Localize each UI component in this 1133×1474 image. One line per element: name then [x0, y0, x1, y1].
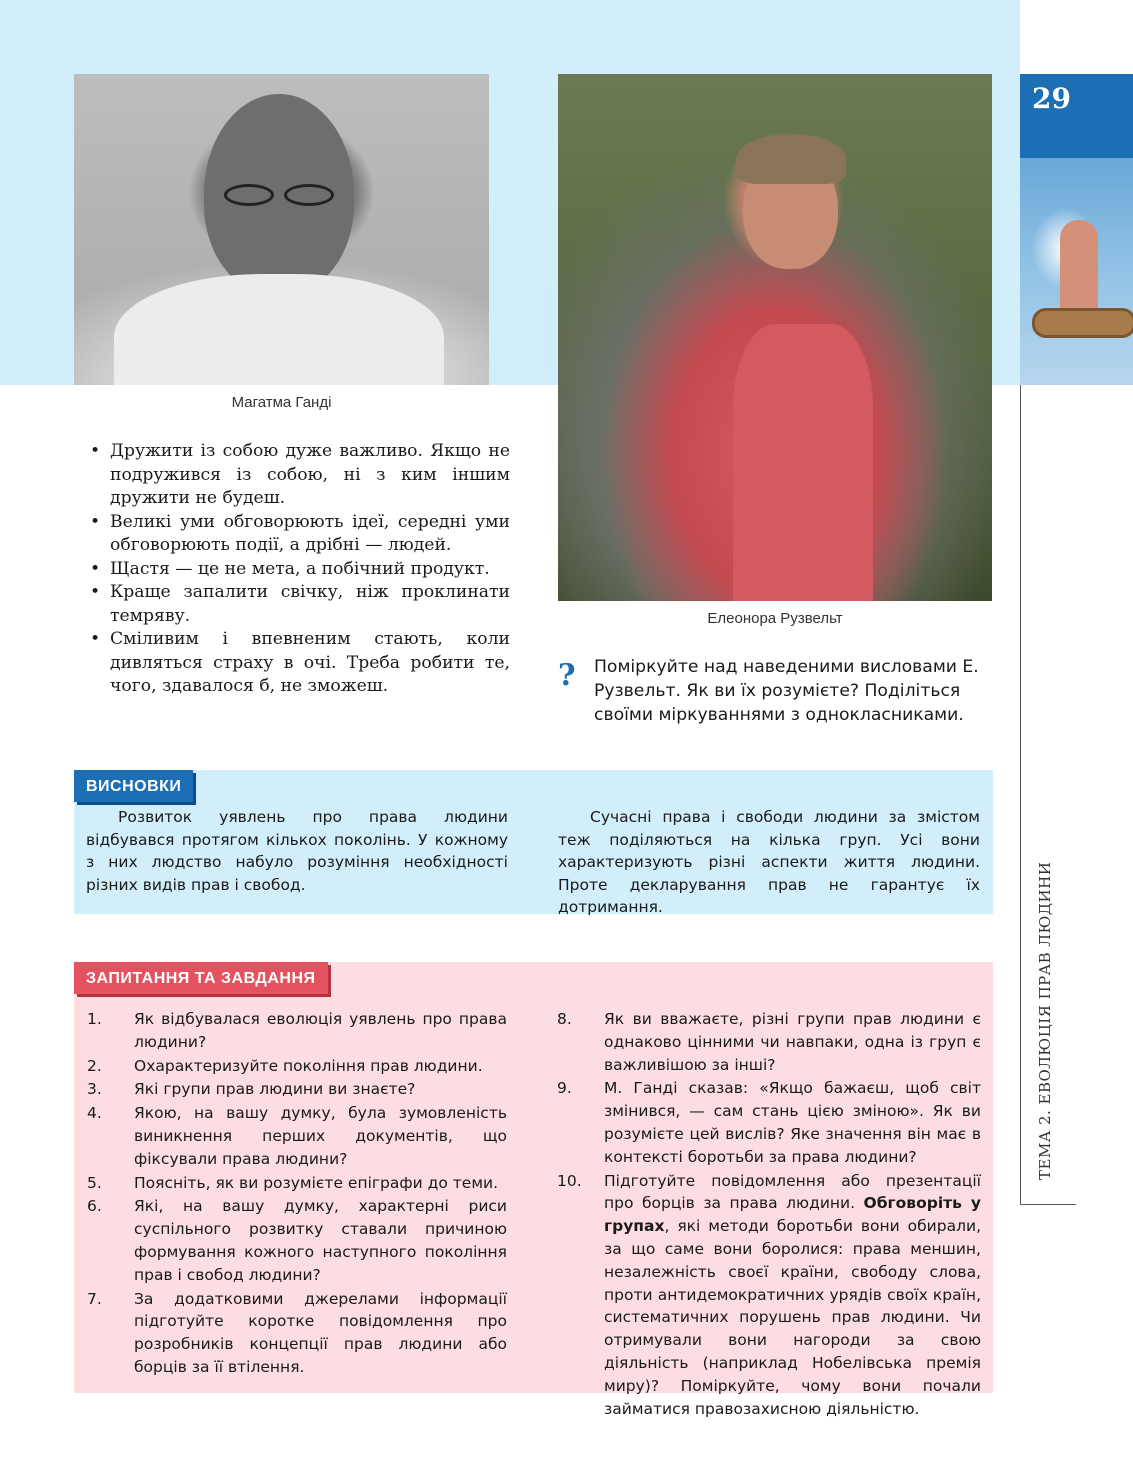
tasks-section [74, 962, 993, 1418]
task-number: 10. [557, 1171, 582, 1190]
task-text: Які, на вашу думку, характерні риси суспільного розвитку ставали причиною формування кожного наступного покоління прав і свобод людини? [134, 1197, 507, 1284]
task-text: , які методи боротьби вони обирали, за що саме вони боролися: права меншин, незалежність своєї країни, свободу слова, проти антидемократичних урядів своїх країн, систематичних порушень прав людини. Чи отримували вони нагороди за свою діяльність (наприклад Нобелівська премія миру)? Поміркуйте, чому вони почали займатися правозахисною діяльністю. [604, 1217, 981, 1418]
task-number: 9. [557, 1079, 572, 1098]
task-text: Підготуйте повідомлення або презентації про борців за права людини. [604, 1171, 981, 1213]
task-item [87, 1172, 507, 1195]
task-text: Як відбувалася еволюція уявлень про права людини? [134, 1010, 507, 1051]
conclusion-right: Сучасні права і свободи людини за змістом теж поділяються на кілька груп. Усі вони характеризують різні аспекти життя людини. Проте декларування прав не гарантує їх дотримання. [558, 808, 980, 916]
rope-shape [1032, 308, 1133, 338]
task-item [557, 1077, 981, 1168]
task-item [87, 1078, 507, 1101]
task-number: 5. [87, 1173, 102, 1192]
quote-item: • Краще запалити свічку, ніж проклинати темряву. [90, 581, 510, 628]
quote-item: • Великі уми обговорюють ідеї, середні уми обговорюють події, а дрібні — людей. [90, 511, 510, 558]
task-item [87, 1102, 507, 1170]
task-text: За додатковими джерелами інформації підготуйте коротке повідомлення про розробників концепції прав людини або борців за її втілення. [134, 1289, 507, 1376]
task-text-bold: Обговоріть у групах [604, 1194, 981, 1236]
task-item [87, 1195, 507, 1286]
conclusions-section [74, 770, 993, 914]
task-text: Якою, на вашу думку, була зумовленість виникнення перших документів, що фіксували права людини? [134, 1104, 507, 1168]
conclusions-title: ВИСНОВКИ [74, 770, 193, 802]
tasks-title: ЗАПИТАННЯ ТА ЗАВДАННЯ [74, 962, 328, 994]
task-number: 8. [557, 1010, 572, 1028]
quote-item: • Щастя — це не мета, а побічний продукт. [90, 558, 510, 582]
task-text: М. Ганді сказав: «Якщо бажаєш, щоб світ змінився, — сам стань цією зміною». Як ви розумієте цей вислів? Яке значення він має в контексті боротьби за права людини? [604, 1079, 981, 1166]
task-item [557, 1170, 981, 1421]
gandhi-quotes [90, 440, 510, 699]
quote-item: • Сміливим і впевненим стають, коли дивляться страху в очі. Треба робити те, чого, здавалося б, не зможеш. [90, 628, 510, 699]
task-number: 1. [87, 1010, 102, 1028]
conclusion-left: Розвиток уявлень про права людини відбувався протягом кількох поколінь. У кожному з них людство набуло розуміння необхідності різних видів прав і свобод. [86, 808, 508, 894]
side-topic-title: ТЕМА 2. ЕВОЛЮЦІЯ ПРАВ ЛЮДИНИ [1036, 861, 1054, 1180]
quote-item: • Дружити із собою дуже важливо. Якщо не подружився із собою, ні з ким іншим дружити не будеш. [90, 440, 510, 511]
task-item [87, 1288, 507, 1379]
task-text: Поясніть, як ви розумієте епіграфи до теми. [134, 1173, 499, 1192]
gandhi-photo [74, 74, 489, 385]
tasks-right-column [557, 1008, 981, 1421]
task-text: Які групи прав людини ви знаєте? [134, 1080, 416, 1099]
roosevelt-photo [558, 74, 992, 601]
task-text: Як ви вважаєте, різні групи прав людини є однаково цінними чи навпаки, одна із груп є важливішою за інші? [604, 1010, 981, 1074]
task-number: 3. [87, 1080, 102, 1099]
roosevelt-caption: Елеонора Рузвельт [707, 610, 843, 627]
side-rule-foot [1020, 1204, 1076, 1205]
task-item [87, 1008, 507, 1054]
task-text: Охарактеризуйте покоління прав людини. [134, 1056, 483, 1075]
side-rule [1020, 385, 1021, 1205]
page-number: 29 [1032, 82, 1071, 115]
fist-rope-photo [1020, 158, 1133, 385]
question-mark-icon: ? [558, 658, 576, 693]
task-number: 7. [87, 1289, 102, 1308]
task-item [557, 1008, 981, 1076]
task-number: 4. [87, 1104, 102, 1123]
tasks-left-column [87, 1008, 507, 1380]
task-number: 2. [87, 1056, 102, 1075]
question-text: Поміркуйте над наведеними висловами Е. Рузвельт. Як ви їх розумієте? Поділіться своїми міркуваннями з однокласниками. [594, 657, 979, 725]
gandhi-caption: Магатма Ганді [231, 394, 332, 411]
task-item [87, 1055, 507, 1078]
page-number-box [1020, 74, 1133, 158]
task-number: 6. [87, 1197, 102, 1216]
